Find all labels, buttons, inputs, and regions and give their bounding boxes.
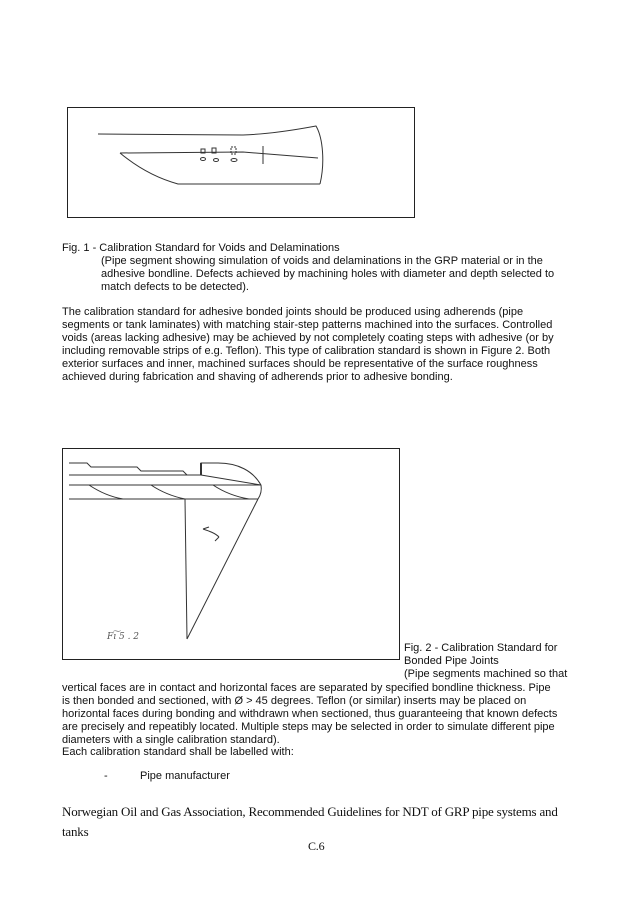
paragraph-line: are precisely and repeatibly located. Multiple steps may be selected in order to simulate different pipe xyxy=(62,721,555,733)
paragraph-line: segments or tank laminates) with matching stair-step patterns machined into the surfaces. Controlled xyxy=(62,319,553,331)
figure-1-sketch xyxy=(68,108,414,217)
paragraph-line: is then bonded and sectioned, with Ø > 45 degrees. Teflon (or similar) inserts may be placed on xyxy=(62,695,527,707)
figure-2-sketch xyxy=(63,449,399,659)
paragraph-line: including removable strips of e.g. Teflon). This type of calibration standard is shown in Figure 2. Both xyxy=(62,345,551,357)
footer-line-1: Norwegian Oil and Gas Association, Recommended Guidelines for NDT of GRP pipe systems and xyxy=(62,804,558,819)
paragraph-line: The calibration standard for adhesive bonded joints should be produced using adherends (pipe xyxy=(62,306,524,318)
figure-1-caption-line: adhesive bondline. Defects achieved by machining holes with diameter and depth selected to xyxy=(101,268,555,280)
paragraph-line: voids (areas lacking adhesive) may be achieved by not completely coating steps with adhesive (or by xyxy=(62,332,554,344)
list-item-text: Pipe manufacturer xyxy=(140,770,230,782)
figure-2-caption-line: (Pipe segments machined so that xyxy=(404,668,568,680)
footer-line-2: tanks xyxy=(62,824,89,839)
figure-1-caption-line: (Pipe segment showing simulation of voids and delaminations in the GRP material or in the xyxy=(101,255,543,267)
page-number: C.6 xyxy=(308,839,325,853)
paragraph-line: exterior surfaces and inner, machined surfaces should be representative of the surface roughness xyxy=(62,358,538,370)
paragraph-line: vertical faces are in contact and horizontal faces are separated by specified bondline thickness. Pipe xyxy=(62,682,551,694)
figure-1-caption-line: match defects to be detected). xyxy=(101,281,249,293)
figure-1-frame xyxy=(67,107,415,218)
paragraph-line: Each calibration standard shall be labelled with: xyxy=(62,746,294,758)
figure-2-frame xyxy=(62,448,400,660)
figure-2-caption-line: Bonded Pipe Joints xyxy=(404,655,499,667)
list-item-bullet: - xyxy=(104,770,108,782)
figure-2-caption-line: Fig. 2 - Calibration Standard for xyxy=(404,642,558,654)
paragraph-line: horizontal faces during bonding and withdrawn when sectioned, thus guaranteeing that known defects xyxy=(62,708,558,720)
paragraph-line: diameters with a single calibration standard). xyxy=(62,734,280,746)
paragraph-line: achieved during fabrication and shaving of adherends prior to adhesive bonding. xyxy=(62,371,453,383)
figure-2-sketch-label: Fı͠ 5 . 2 xyxy=(107,632,140,642)
figure-1-caption-title: Fig. 1 - Calibration Standard for Voids and Delaminations xyxy=(62,242,340,254)
